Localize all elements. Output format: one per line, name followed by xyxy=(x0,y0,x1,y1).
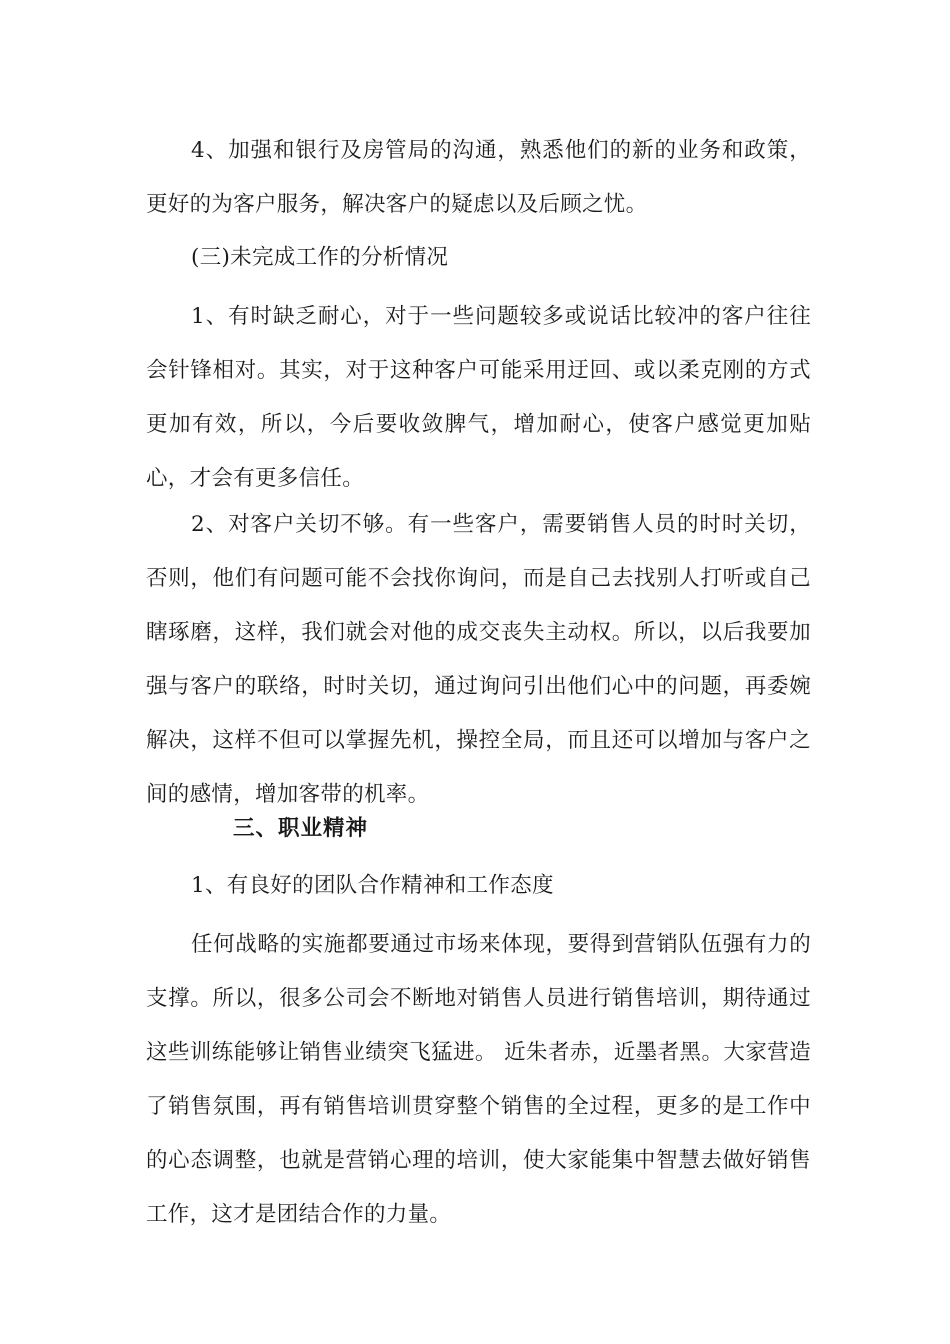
paragraph-teamwork-details: 任何战略的实施都要通过市场来体现，要得到营销队伍强有力的支撑。所以，很多公司会不断地对销售人员进行销售培训，期待通过这些训练能够让销售业绩突飞猛进。 近朱者赤，近墨者黑。大家营造了销售氛围，再有销售培训贯穿整个销售的全过程，更多的是工作中的心态调整，也就是营销心理的培训，使大家能集中智慧去做好销售工作，这才是团结合作的力量。 xyxy=(146,932,811,1227)
subheading-teamwork: 1、有良好的团队合作精神和工作态度 xyxy=(191,873,554,898)
section-heading-professional-spirit: 三、职业精神 xyxy=(233,816,369,841)
paragraph-customer-care: 2、对客户关切不够。有一些客户，需要销售人员的时时关切，否则，他们有问题可能不会找你询问，而是自己去找别人打听或自己瞎琢磨，这样，我们就会对他的成交丧失主动权。所以，以后我要加强与客户的联络，时时关切，通过询问引出他们心中的问题，再委婉解决，这样不但可以掌握先机，操控全局，而且还可以增加与客户之间的感情，增加客带的机率。 xyxy=(146,512,811,807)
paragraph-lack-of-patience: 1、有时缺乏耐心，对于一些问题较多或说话比较冲的客户往往会针锋相对。其实，对于这种客户可能采用迂回、或以柔克刚的方式更加有效，所以，今后要收敛脾气，增加耐心，使客户感觉更加贴心，才会有更多信任。 xyxy=(146,304,811,491)
subheading-unfinished-work-analysis: (三)未完成工作的分析情况 xyxy=(191,245,449,270)
paragraph-bank-communication: 4、加强和银行及房管局的沟通，熟悉他们的新的业务和政策，更好的为客户服务，解决客户的疑虑以及后顾之忧。 xyxy=(146,138,811,217)
